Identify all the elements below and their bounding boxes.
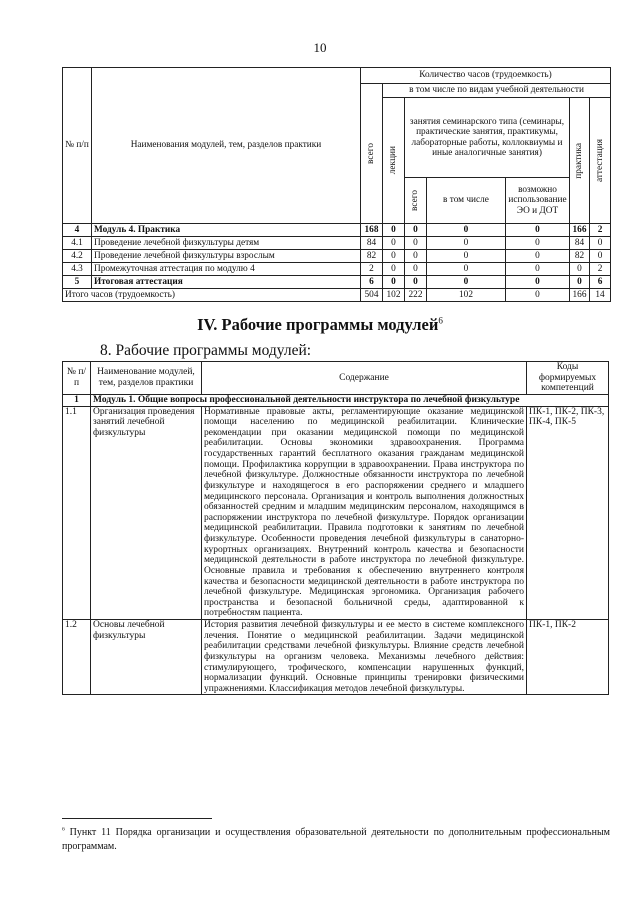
table-row bbox=[63, 263, 611, 276]
cell-name: Промежуточная аттестация по модулю 4 bbox=[92, 263, 361, 276]
programs-table bbox=[62, 361, 609, 695]
header-hours: Количество часов (трудоемкость) bbox=[361, 68, 611, 84]
total-lec: 102 bbox=[383, 289, 405, 302]
cell-eo: 0 bbox=[506, 263, 570, 276]
table-row bbox=[63, 224, 611, 237]
cell-lec: 0 bbox=[383, 224, 405, 237]
program-name: Основы лечебной физкультуры bbox=[91, 620, 202, 695]
cell-total: 6 bbox=[361, 276, 383, 289]
module-title: Модуль 1. Общие вопросы профессиональной деятельности инструктора по лечебной физкультуре bbox=[91, 394, 609, 406]
header-no: № п/п bbox=[63, 68, 92, 224]
cell-eo: 0 bbox=[506, 224, 570, 237]
cell-total: 84 bbox=[361, 237, 383, 250]
cell-prep: 0 bbox=[427, 263, 506, 276]
cell-total: 168 bbox=[361, 224, 383, 237]
cell-eo: 0 bbox=[506, 276, 570, 289]
cell-prep: 0 bbox=[427, 237, 506, 250]
total-eo: 0 bbox=[506, 289, 570, 302]
cell-eo: 0 bbox=[506, 237, 570, 250]
header-incl-types: в том числе по видам учебной деятельности bbox=[383, 84, 611, 98]
page-number: 10 bbox=[313, 40, 327, 55]
cell-lec: 0 bbox=[383, 276, 405, 289]
cell-prac: 82 bbox=[570, 250, 590, 263]
header-eo-dot: возможно использование ЭО и ДОТ bbox=[506, 178, 570, 224]
cell-att: 0 bbox=[590, 250, 611, 263]
cell-name: Проведение лечебной физкультуры детям bbox=[92, 237, 361, 250]
section-title: IV. Рабочие программы модулей$^6$ bbox=[197, 315, 443, 334]
cell-eo: 0 bbox=[506, 250, 570, 263]
header-name: Наименование модулей, тем, разделов практики bbox=[91, 362, 202, 395]
cell-prac: 166 bbox=[570, 224, 590, 237]
program-codes: ПК-1, ПК-2, ПК-3, ПК-4, ПК-5 bbox=[527, 406, 609, 620]
header-no: № п/п bbox=[63, 362, 91, 395]
cell-prep: 0 bbox=[427, 224, 506, 237]
header-content: Содержание bbox=[202, 362, 527, 395]
program-row bbox=[63, 620, 609, 695]
total-prep: 102 bbox=[427, 289, 506, 302]
program-codes: ПК-1, ПК-2 bbox=[527, 620, 609, 695]
header-incl-label: в том числе bbox=[443, 195, 489, 206]
cell-name: Итоговая аттестация bbox=[92, 276, 361, 289]
program-content: Нормативные правовые акты, регламентирующие оказание медицинской помощи населению по медицинской реабилитации. Клинические рекомендации при оказании медицинской помощи по медицинской реабилитации. Основы экономики здравоохранения. Программа государственных гарантий бесплатного оказания гражданам медицинской помощи. Профилактика коррупции в здравоохранении. Права инструктора по лечебной физкультуре. Должностные обязанности инструктора по лечебной физкультуре и находящегося в его распоряжении среднего и младшего медицинского персонала. Организация и контроль выполнения должностных обязанностей средним и младшим медицинским персоналом, находящимся в распоряжении инструктора по лечебной физкультуре. Порядок организации медицинской реабилитации. Правила подготовки к занятиям по лечебной физкультуре. Особенности проведения лечебной физкультуры в санаторно-курортных организациях. Внутренний контроль качества и безопасности медицинской деятельности в работе инструктора по лечебной физкультуре. Основные правила и требования к обеспечению внутреннего контроля качества и безопасности медицинской деятельности в работе инструктора по лечебной физкультуре. Медицинская эргономика. Организация рабочего пространства и безопасной больничной среды, адаптированной к потребностям пациента. bbox=[202, 406, 527, 620]
cell-total: 2 bbox=[361, 263, 383, 276]
header-seminar: занятия семинарского типа (семинары, практические занятия, практикумы, лабораторные работы, коллоквиумы и иные аналогичные занятия) bbox=[405, 98, 570, 178]
footnote-divider bbox=[62, 818, 212, 819]
total-prac: 166 bbox=[570, 289, 590, 302]
cell-no: 4 bbox=[63, 224, 92, 237]
program-name: Организация проведения занятий лечебной физкультуры bbox=[91, 406, 202, 620]
cell-att: 6 bbox=[590, 276, 611, 289]
header-total: всего bbox=[361, 84, 383, 224]
hours-table bbox=[62, 67, 611, 302]
cell-name: Модуль 4. Практика bbox=[92, 224, 361, 237]
header-name: Наименования модулей, тем, разделов практики bbox=[92, 68, 361, 224]
cell-no: 5 bbox=[63, 276, 92, 289]
header-attestation: аттестация bbox=[590, 98, 611, 224]
total-label: Итого часов (трудоемкость) bbox=[63, 289, 361, 302]
table-row bbox=[63, 237, 611, 250]
program-row bbox=[63, 406, 609, 620]
cell-sem: 0 bbox=[405, 276, 427, 289]
cell-total: 82 bbox=[361, 250, 383, 263]
cell-lec: 0 bbox=[383, 237, 405, 250]
cell-prac: 0 bbox=[570, 263, 590, 276]
cell-att: 0 bbox=[590, 237, 611, 250]
cell-sem: 0 bbox=[405, 250, 427, 263]
cell-sem: 0 bbox=[405, 263, 427, 276]
total-row bbox=[63, 289, 611, 302]
program-content: История развития лечебной физкультуры и ее место в системе комплексного лечения. Понятие о медицинской реабилитации. Задачи медицинской реабилитации средствами лечебной физкультуры. Влияние средств лечебной физкультуры на организм человека. Механизмы лечебного действия: стимулирующего, трофического, компенсации нарушенных функций, нормализации функций. Основные принципы тренировки физическими упражнениями. Классификация методов лечебной физкультуры. bbox=[202, 620, 527, 695]
cell-no: 4.3 bbox=[63, 263, 92, 276]
cell-prac: 84 bbox=[570, 237, 590, 250]
cell-sem: 0 bbox=[405, 224, 427, 237]
table-row bbox=[63, 276, 611, 289]
subsection-title: 8. Рабочие программы модулей: bbox=[100, 342, 312, 359]
header-practice: практика bbox=[570, 98, 590, 224]
cell-no: 4.1 bbox=[63, 237, 92, 250]
cell-name: Проведение лечебной физкультуры взрослым bbox=[92, 250, 361, 263]
header-incl bbox=[427, 178, 506, 224]
cell-lec: 0 bbox=[383, 250, 405, 263]
cell-prep: 0 bbox=[427, 276, 506, 289]
cell-lec: 0 bbox=[383, 263, 405, 276]
total-att: 14 bbox=[590, 289, 611, 302]
total-total: 504 bbox=[361, 289, 383, 302]
header-lectures: лекции bbox=[383, 98, 405, 224]
cell-sem: 0 bbox=[405, 237, 427, 250]
cell-prac: 0 bbox=[570, 276, 590, 289]
footnote-text: Пункт 11 Порядка организации и осуществления образовательной деятельности по дополнительным профессиональным программам. bbox=[62, 827, 610, 852]
header-codes: Коды формируемых компетенций bbox=[527, 362, 609, 395]
footnote-mark: 6 bbox=[62, 826, 65, 833]
total-sem: 222 bbox=[405, 289, 427, 302]
footnote bbox=[62, 826, 610, 853]
footnote-ref: 6 bbox=[438, 315, 443, 326]
module-no: 1 bbox=[63, 394, 91, 406]
table-row bbox=[63, 250, 611, 263]
cell-att: 2 bbox=[590, 263, 611, 276]
cell-prep: 0 bbox=[427, 250, 506, 263]
header-sem-total: всего bbox=[405, 178, 427, 224]
cell-att: 2 bbox=[590, 224, 611, 237]
program-no: 1.1 bbox=[63, 406, 91, 620]
program-no: 1.2 bbox=[63, 620, 91, 695]
cell-no: 4.2 bbox=[63, 250, 92, 263]
